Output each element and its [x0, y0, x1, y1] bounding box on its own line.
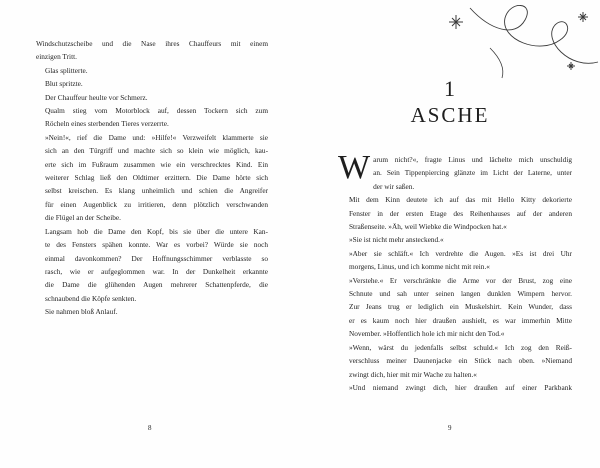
text-line: Windschutzscheibe und die Nase ihres Chauffeurs mit einem — [36, 39, 268, 48]
text-line: Straßenseite. »Äh, weil Wiebke die Windpocken hat.« — [349, 222, 507, 232]
text-line: sich an den Türgriff und machte sich so klein wie möglich, kau- — [45, 146, 268, 156]
page-number: 8 — [148, 424, 152, 432]
text-line: Langsam hob die Dame den Kopf, bis sie über die untere Kan- — [45, 226, 268, 236]
text-line: die Flügel an der Scheibe. — [45, 213, 121, 223]
text-line: Glas splitterte. — [45, 65, 88, 75]
right-page-text — [338, 149, 572, 394]
text-line: Sie nahmen bloß Anlauf. — [45, 307, 118, 317]
paragraph — [340, 193, 572, 233]
text-line: »Und niemand zwingt dich, hier draußen auf einer Parkbank — [349, 382, 572, 392]
text-line: für einen Augenblick zu irritieren, denn plötzlich verschwanden — [45, 199, 268, 209]
paragraph — [36, 305, 268, 318]
paragraph — [338, 149, 572, 193]
text-line: er es kaum noch hier draußen aushielt, es war immerhin Mitte — [349, 315, 572, 325]
paragraph — [36, 37, 268, 64]
text-line: Röcheln eines sterbenden Tieres verzerrte. — [45, 119, 169, 129]
text-line: Qualm stieg vom Motorblock auf, dessen Tockern sich zum — [45, 106, 268, 116]
text-line: Blut spritzte. — [45, 79, 83, 89]
text-line: morgens, Linus, und ich komme nicht mit rein.« — [349, 262, 490, 272]
paragraph — [340, 247, 572, 274]
paragraph — [340, 341, 572, 381]
text-line: der wir saßen. — [373, 181, 415, 191]
text-line: erte sich im Fußraum zusammen wie ein verschrecktes Kind. Ein — [45, 159, 268, 169]
page-number: 9 — [448, 424, 452, 432]
text-line: Fenster in der ersten Etage des Reihenhauses auf der anderen — [349, 208, 572, 218]
chapter-title: ASCHE — [410, 103, 490, 127]
paragraph — [36, 77, 268, 90]
text-line: Schnute und sah unter seinen langen dunklen Wimpern hervor. — [349, 289, 572, 299]
paragraph — [340, 381, 572, 394]
text-line: »Nein!«, rief die Dame und: »Hilfe!« Verzweifelt klammerte sie — [45, 132, 268, 142]
paragraph — [36, 64, 268, 77]
text-line: »Sie ist nicht mehr ansteckend.« — [349, 235, 444, 245]
left-page-text — [36, 37, 268, 319]
right-page — [300, 0, 600, 468]
text-line: »Wenn, wärst du jedenfalls selbst schuld.« Ich zog den Reiß- — [349, 342, 572, 352]
swirl-ribbon-icon — [430, 0, 600, 80]
text-line: verschluss meiner Daunenjacke ein Stück nach oben. »Niemand — [349, 356, 572, 366]
drop-cap: W — [338, 149, 371, 186]
paragraph — [340, 274, 572, 341]
text-line: Der Chauffeur heulte vor Schmerz. — [45, 92, 148, 102]
text-line: einmal davonkommen? Der Hoffnungsschimmer verblasste so — [45, 253, 268, 263]
text-line: schnaubend die Köpfe senkten. — [45, 293, 137, 303]
text-line: an. Sein Tippenpiercing glänzte im Licht der Laterne, unter — [373, 168, 572, 178]
text-line: Mit dem Kinn deutete ich auf das mit Hello Kitty dekorierte — [349, 195, 572, 205]
paragraph — [36, 131, 268, 225]
chapter-number: 1 — [444, 76, 456, 101]
text-line: selbst kreischen. Es klang unheimlich und schien die Angreifer — [45, 186, 268, 196]
text-line: die Dame die glühenden Augen mehrerer Schattenpferde, die — [45, 280, 268, 290]
text-line: weiterer Schlag ließ den Oldtimer erzittern. Die Dame hörte sich — [45, 173, 268, 183]
text-line: zwingt dich, hier mit mir Wache zu halten.« — [349, 369, 477, 379]
text-line: einzigen Tritt. — [36, 52, 77, 62]
paragraph — [36, 91, 268, 104]
text-line: »Aber sie schläft.« Ich verdrehte die Augen. »Es ist drei Uhr — [349, 248, 572, 258]
text-line: Zur Jeans trug er lediglich ein Muskelshirt. Kein Wunder, dass — [349, 302, 572, 312]
text-line: November. »Hoffentlich hole ich mir nicht den Tod.« — [349, 329, 505, 339]
text-line: rasch, wie er aufgeglommen war. In der Dunkelheit erkannte — [45, 266, 268, 276]
text-line: arum nicht?«, fragte Linus und lächelte mich unschuldig — [373, 155, 572, 164]
paragraph — [340, 233, 572, 246]
text-line: te des Fensters spähen konnte. War es vorbei? Würde sie noch — [45, 240, 268, 250]
paragraph — [36, 104, 268, 131]
text-line: »Verstehe.« Er verschränkte die Arme vor der Brust, zog eine — [349, 275, 572, 285]
paragraph — [36, 225, 268, 305]
